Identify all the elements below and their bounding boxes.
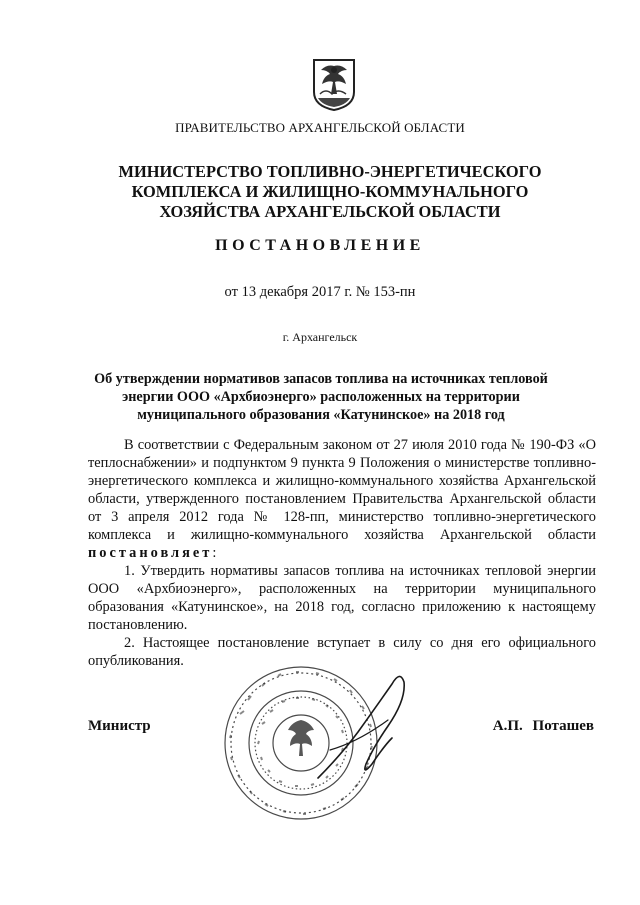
resolves-word: постановляет (88, 545, 213, 561)
preamble-paragraph (88, 436, 596, 562)
item-2-paragraph: 2. Настоящее постановление вступает в силу со дня его официального опубликования. (88, 635, 596, 669)
document-type: ПОСТАНОВЛЕНИЕ (215, 237, 425, 254)
preamble-text: В соответствии с Федеральным законом от 27 июля 2010 года № 190-ФЗ «О теплоснабжении» и подпунктом 9 пункта 9 Положения о министерстве топливно-энергетического комплекса и жилищно-коммунального хозяйства Архангельской области, утвержденного постановлением Правительства Архангельской области от 3 апреля 2012 года № 128-пп, министерство топливно-энергетического комплекса и жилищно-коммунального хозяйства Архангельской области (88, 437, 596, 543)
ministry-line: ХОЗЯЙСТВА АРХАНГЕЛЬСКОЙ ОБЛАСТИ (159, 202, 501, 221)
document-date-number: от 13 декабря 2017 г. № 153-пн (224, 284, 416, 300)
signer-position: Министр (88, 718, 151, 734)
ministry-line: МИНИСТЕРСТВО ТОПЛИВНО-ЭНЕРГЕТИЧЕСКОГО (118, 162, 542, 181)
ministry-line: КОМПЛЕКСА И ЖИЛИЩНО-КОММУНАЛЬНОГО (131, 182, 529, 201)
subject-line: энергии ООО «Архбиоэнерго» расположенных на территории (122, 389, 520, 405)
government-name: ПРАВИТЕЛЬСТВО АРХАНГЕЛЬСКОЙ ОБЛАСТИ (175, 120, 465, 135)
document-subject (88, 370, 554, 424)
document-city: г. Архангельск (282, 330, 358, 344)
subject-line: Об утверждении нормативов запасов топлива на источниках тепловой (94, 371, 548, 387)
subject-line: муниципального образования «Катунинское» на 2018 год (137, 407, 505, 423)
coat-of-arms-icon (312, 58, 356, 112)
handwritten-signature (300, 660, 430, 790)
document-body (88, 436, 596, 670)
item-1-paragraph: 1. Утвердить нормативы запасов топлива на источниках тепловой энергии ООО «Архбиоэнерго», расположенных на территории муниципального образования «Катунинское», на 2018 год, согласно приложению к настоящему постановлению. (88, 563, 596, 633)
resolves-colon: : (212, 545, 217, 561)
signer-name: А.П. Поташев (492, 718, 594, 734)
ministry-name (100, 162, 560, 222)
